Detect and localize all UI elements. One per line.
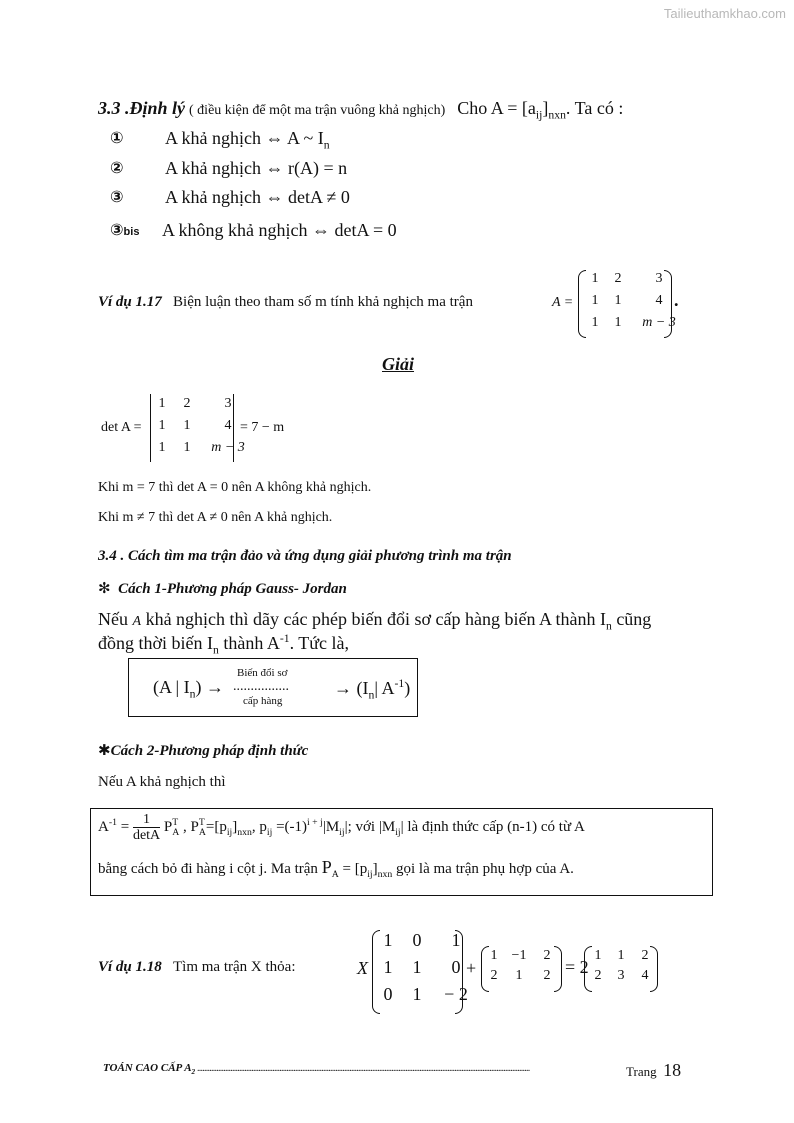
theorem-item: ① [110,128,124,147]
matrix-cell: 4 [224,418,232,433]
matrix-cell: 2 [614,271,622,286]
matrix-cell: 3 [224,396,232,411]
theorem-item: ② [110,158,124,177]
matrix-cell: 1 [451,930,461,950]
matrix-label: A = [552,295,574,310]
gj-top-label: Biến đổi sơ [237,667,288,679]
formula-line-1: $A^{-1}$ = $\frac{1}{\det A}$ $P^T_A$ , $P^T_A=[p_{ij}]_{nxn}$, $p_{ij} =(-1)^{i + j}|M_{ij}|$; với $|M_{ij}|$ là định thức cấp (n-1) có từ A [98,812,585,843]
right-paren [455,930,463,1014]
case-text: Khi m ≠ 7 thì det A ≠ 0 nên A khả nghịch. [98,510,333,525]
matrix-2 [484,948,560,984]
theorem-item: ③ [110,187,124,206]
matrix-cell: 1 [591,293,599,308]
paragraph: Nếu A khả nghịch thì [98,774,226,790]
theorem-item-text: A không khả nghịch ⇔ detA = 0 [162,220,397,240]
page-number: Trang 18 [626,1060,682,1080]
method-2-heading: ✱Cách 2-Phương pháp định thức [98,741,309,759]
matrix-cell: 2 [594,968,602,983]
theorem-item-text: A khả nghịch ⇔ r(A) = n [165,158,348,178]
matrix-cell: 1 [412,984,422,1004]
matrix-cell: 4 [641,968,649,983]
matrix-cell: −1 [511,948,527,963]
matrix-cell: 1 [383,930,393,950]
matrix-cell: 1 [594,948,602,963]
example-118: Ví dụ 1.18 Tìm ma trận X thỏa: [98,959,296,975]
theorem-given: Cho $A = [a_{ij}]_{nxn}$. Ta có : [457,98,624,122]
matrix-cell: 1 [614,293,622,308]
right-paren [554,946,562,992]
matrix-cell: 1 [617,948,625,963]
gj-bottom-label: cấp hàng [243,695,283,707]
gj-arrow-dots: ................ [233,679,289,694]
matrix-cell: 2 [641,948,649,963]
gj-left: (A | $I_n$) → [153,677,224,701]
matrix-cell: 4 [655,293,663,308]
matrix-cell: 0 [412,930,422,950]
equals-2: = 2 [565,957,589,977]
paragraph: đồng thời biến $I_n$ thành $A^{-1}$. Tức là, [98,632,350,657]
section-heading: 3.4 . Cách tìm ma trận đảo và ứng dụng giải phương trình ma trận [98,548,512,564]
theorem-title: 3.3 .Định lý [98,98,186,118]
matrix-cell: 1 [614,315,622,330]
matrix-cell: 1 [158,396,166,411]
example-117: Ví dụ 1.17 Biện luận theo tham số m tính khả nghịch ma trận [98,294,473,310]
unknown-x: X [357,958,368,978]
matrix-cell: 1 [490,948,498,963]
watermark: Tailieuthamkhao.com [663,6,786,21]
period: . [674,290,679,310]
det-bar-left [150,394,151,462]
matrix-cell: m − 3 [211,440,245,455]
theorem-item-text: A khả nghịch ⇔ A ~ $I_n$ [165,128,330,152]
matrix-cell: 2 [543,968,551,983]
gj-right: → ($I_n|$ $A^{-1}$) [334,677,411,702]
matrix-cell: − 2 [444,984,468,1004]
matrix-cell: 1 [183,440,191,455]
right-paren [650,946,658,992]
footer: TOÁN CAO CẤP $A_2$ .............................................................................................................................................................................................. [103,1062,530,1077]
matrix-cell: 3 [617,968,625,983]
paragraph: Nếu A khả nghịch thì dãy các phép biến đổi sơ cấp hàng biến A thành $I_n$ cũng [98,609,652,633]
matrix-cell: 2 [183,396,191,411]
matrix-cell: 1 [591,271,599,286]
matrix-cell: 1 [515,968,523,983]
plus-sign: + [466,958,477,978]
matrix-cell: 2 [490,968,498,983]
det-matrix [152,396,254,456]
det-bar-right [233,394,234,462]
method-1-heading: ✻ Cách 1-Phương pháp Gauss- Jordan [98,579,347,597]
formula-line-2: bằng cách bỏ đi hàng i cột j. Ma trận $P_A = [p_{ij}]_{nxn}$ gọi là ma trận phụ hợp của A. [98,857,574,880]
solution-heading: Giải [382,354,415,374]
det-result: = 7 − m [240,420,285,435]
case-text: Khi m = 7 thì det A = 0 nên A không khả nghịch. [98,480,372,495]
theorem-item-text: A khả nghịch ⇔ detA ≠ 0 [165,187,350,207]
matrix-cell: 3 [655,271,663,286]
matrix-cell: 2 [543,948,551,963]
theorem-heading [98,98,623,122]
matrix-cell: 0 [451,957,461,977]
matrix-cell: 1 [158,440,166,455]
matrix-cell: 1 [412,957,422,977]
matrix-cell: 1 [158,418,166,433]
matrix-cell: 0 [383,984,393,1004]
matrix-cell: 1 [383,957,393,977]
matrix-cell: m − 3 [642,315,676,330]
matrix-3 [588,948,656,984]
right-paren [664,270,672,338]
matrix-cell: 1 [591,315,599,330]
det-label: det A = [101,420,142,435]
theorem-item: ③bis [110,220,140,239]
theorem-note: ( điều kiện để một ma trận vuông khả nghịch) [189,103,446,118]
matrix-cell: 1 [183,418,191,433]
